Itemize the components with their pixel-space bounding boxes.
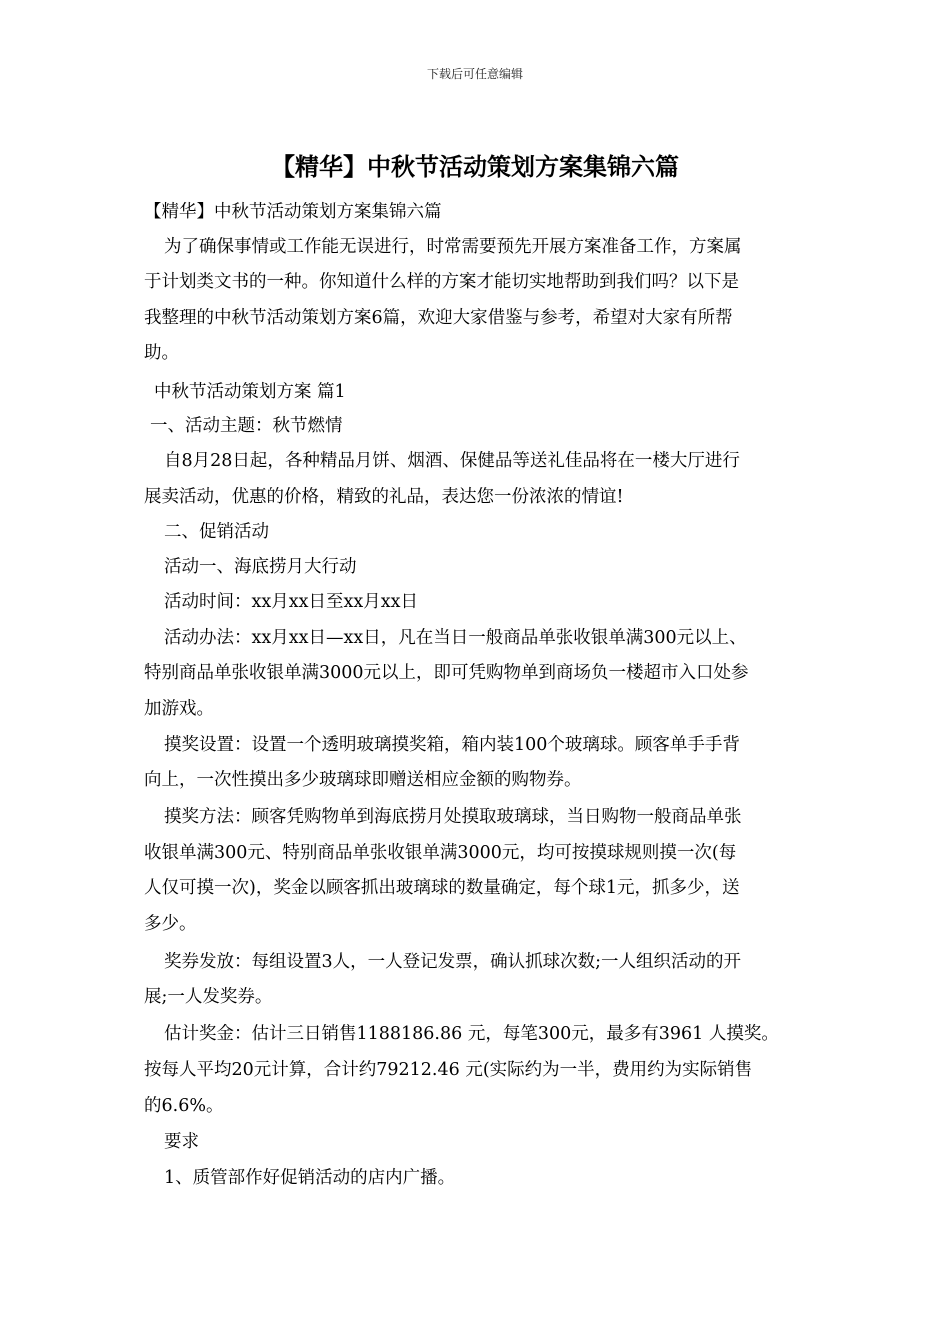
body-line: 助。 [144, 343, 179, 363]
body-line: 奖券发放：每组设置3人，一人登记发票，确认抓球次数;一人组织活动的开 [164, 952, 742, 972]
body-line: 于计划类文书的一种。你知道什么样的方案才能切实地帮助到我们吗？以下是 [144, 272, 739, 292]
body-line: 我整理的中秋节活动策划方案6篇，欢迎大家借鉴与参考，希望对大家有所帮 [144, 308, 733, 328]
body-line: 活动一、海底捞月大行动 [164, 557, 357, 577]
body-line: 摸奖设置：设置一个透明玻璃摸奖箱，箱内装100个玻璃球。顾客单手手背 [164, 735, 740, 755]
section-heading: 二、促销活动 [164, 522, 269, 542]
body-line: 人仅可摸一次)，奖金以顾客抓出玻璃球的数量确定，每个球1元，抓多少，送 [144, 878, 740, 898]
subtitle-line: 【精华】中秋节活动策划方案集锦六篇 [144, 202, 442, 222]
page-header-note: 下载后可任意编辑 [426, 67, 523, 81]
body-line: 为了确保事情或工作能无误进行，时常需要预先开展方案准备工作，方案属 [164, 237, 742, 257]
body-line: 的6.6%。 [144, 1096, 224, 1116]
section-heading: 中秋节活动策划方案 篇1 [154, 382, 346, 402]
body-line: 向上，一次性摸出多少玻璃球即赠送相应金额的购物券。 [144, 770, 582, 790]
body-line: 1、质管部作好促销活动的店内广播。 [164, 1168, 456, 1188]
body-line: 收银单满300元、特别商品单张收银单满3000元，均可按摸球规则摸一次(每 [144, 843, 737, 863]
body-line: 估计奖金：估计三日销售1188186.86 元，每笔300元，最多有3961 人摸奖。 [164, 1024, 779, 1044]
body-line: 特别商品单张收银单满3000元以上，即可凭购物单到商场负一楼超市入口处参 [144, 663, 749, 683]
body-line: 活动办法：xx月xx日—xx日，凡在当日一般商品单张收银单满300元以上、 [164, 628, 747, 648]
body-line: 活动时间：xx月xx日至xx月xx日 [164, 592, 418, 612]
body-line: 展;一人发奖券。 [144, 987, 273, 1007]
section-heading: 一、活动主题：秋节燃情 [150, 416, 343, 436]
section-heading: 要求 [164, 1132, 199, 1152]
body-line: 自8月28日起，各种精品月饼、烟酒、保健品等送礼佳品将在一楼大厅进行 [164, 451, 740, 471]
document-title: 【精华】中秋节活动策划方案集锦六篇 [271, 152, 679, 181]
body-line: 多少。 [144, 914, 197, 934]
body-line: 按每人平均20元计算，合计约79212.46 元(实际约为一半，费用约为实际销售 [144, 1060, 753, 1080]
body-line: 摸奖方法：顾客凭购物单到海底捞月处摸取玻璃球，当日购物一般商品单张 [164, 807, 742, 827]
body-line: 展卖活动，优惠的价格，精致的礼品，表达您一份浓浓的情谊! [144, 487, 624, 507]
body-line: 加游戏。 [144, 699, 214, 719]
